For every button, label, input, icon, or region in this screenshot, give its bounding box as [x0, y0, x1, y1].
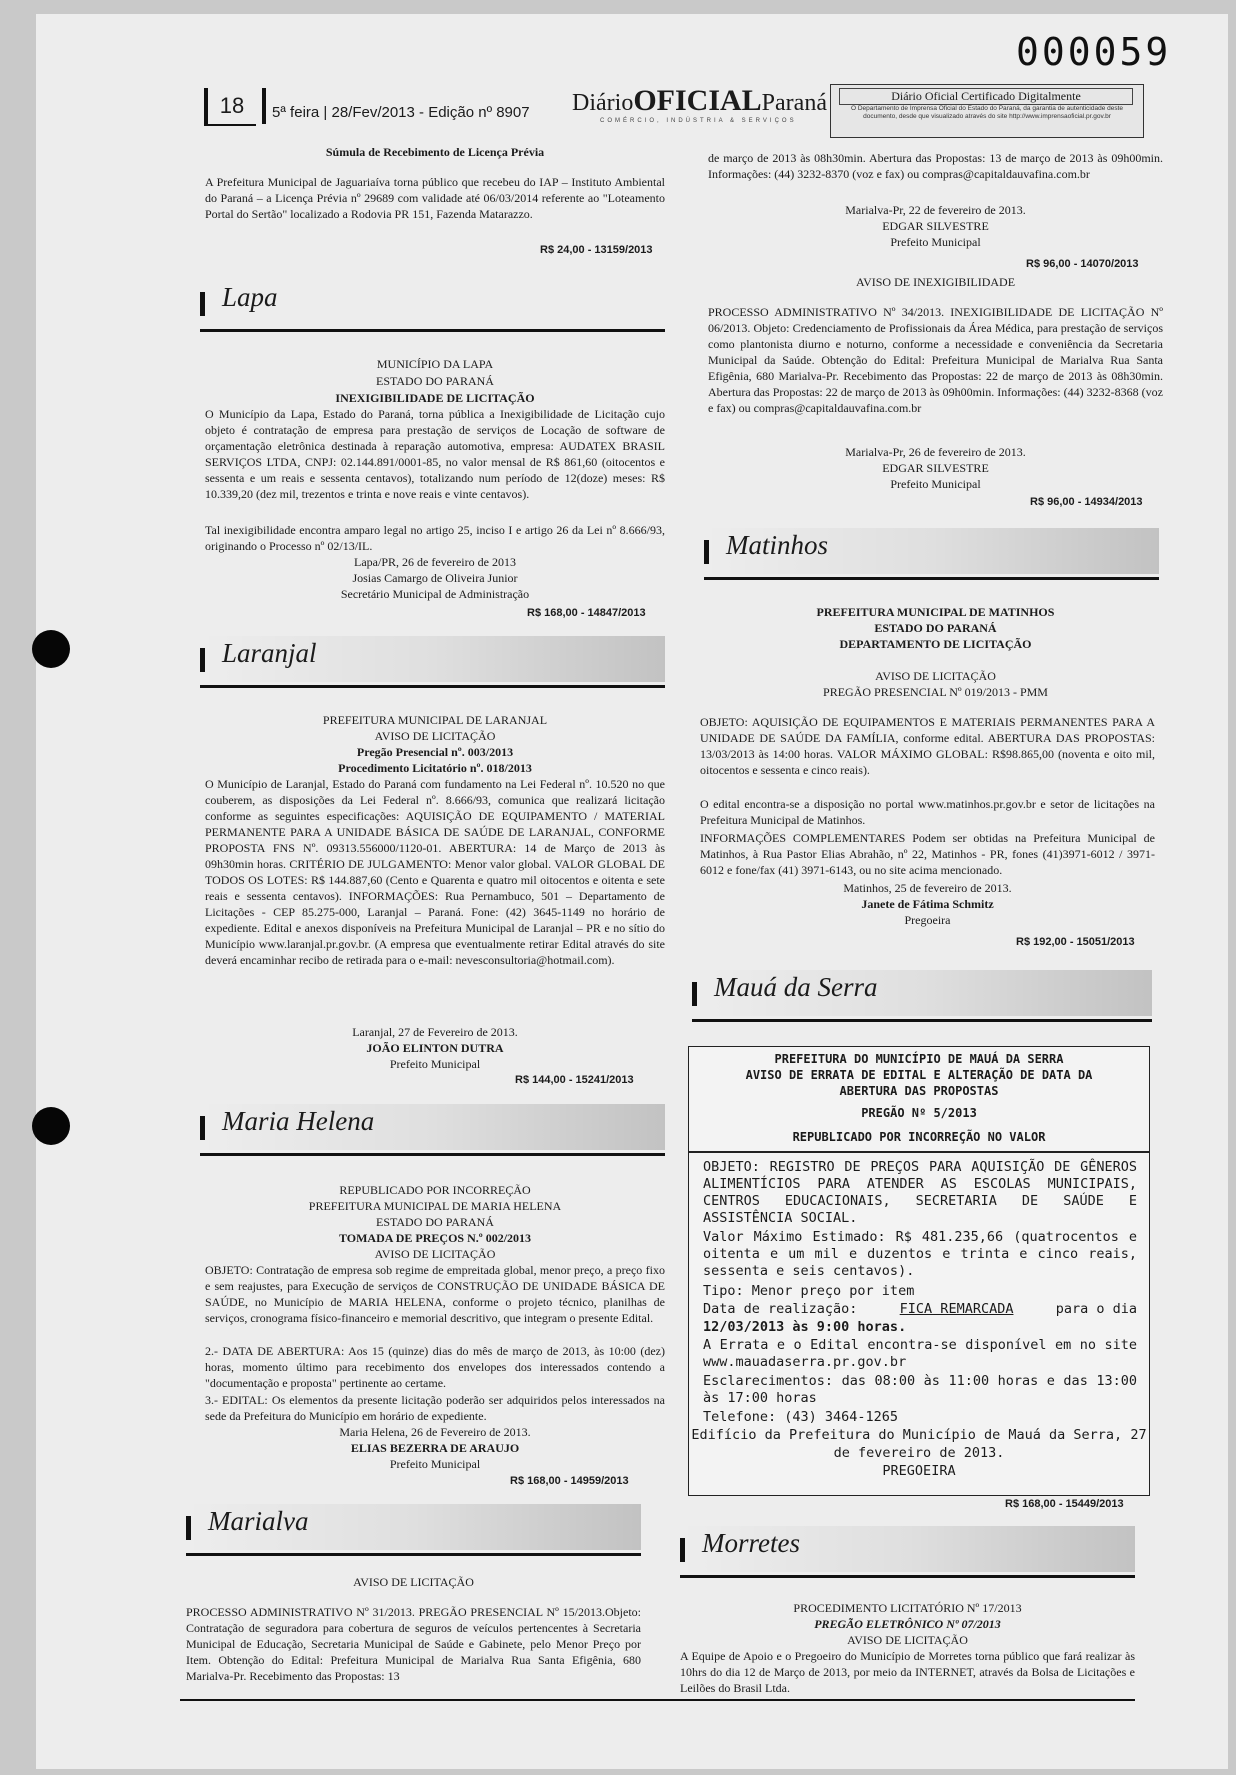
section-title: Maria Helena	[222, 1106, 375, 1136]
matinhos-price: R$ 192,00 - 15051/2013	[1016, 936, 1135, 948]
maua-sign-role: PREGOEIRA	[882, 1463, 956, 1479]
marialva-heading: AVISO DE LICITAÇÃO	[353, 1575, 474, 1589]
matinhos-heading-3: DEPARTAMENTO DE LICITAÇÃO	[839, 637, 1032, 651]
laranjal-body: O Município de Laranjal, Estado do Paraná com fundamento na Lei Federal nº. 10.520 no que couberem, as disposições da Lei Federal nº. 8.666/93, comunica que realizará licitação conforme as seguintes especificações: AQUISIÇÃO DE EQUIPAMENTO / MATERIAL PERMANENTE PARA A UNIDADE BÁSICA DE SAÚDE DE LARANJAL, CONFORME PROPOSTA FNS Nº. 09313.556000/1120-01. ABERTURA: 14 de Março de 2013 às 09h30min horas. CRITÉRIO DE JULGAMENTO: Menor valor global. VALOR GLOBAL DE TODOS OS LOTES: R$ 144.887,60 (Cento e Quarenta e quatro mil oitocentos e oitenta e sete reais e sessenta centavos). INFORMAÇÕES: Rua Pernambuco, 501 – Departamento de Licitações - CEP 85.275-000, Laranjal – Paraná. Fone: (42) 3645-1149 no horário de expediente. Edital e anexos disponíveis na Prefeitura Municipal de Laranjal – PR e no sítio do Município www.laranjal.pr.gov.br. (A empresa que eventualmente retirar Edital através do site deverá encaminhar recibo de retirada para o e-mail: nevesconsultoria@hotmail.com).	[205, 777, 665, 967]
matinhos-body-3: INFORMAÇÕES COMPLEMENTARES Podem ser obtidas na Prefeitura Municipal de Matinhos, à Rua Pastor Elias Abrahão, nº 22, Matinhos - PR, fones (41)3971-6012 / 3971-6012 e fone/fax (41) 3971-6143, ou no site acima mencionado.	[700, 831, 1155, 877]
maua-heading-5: REPUBLICADO POR INCORREÇÃO NO VALOR	[792, 1130, 1046, 1144]
section-morretes	[680, 1526, 1135, 1572]
maua-date-label	[703, 1301, 1137, 1318]
maua-type: Tipo: Menor preço por item	[703, 1283, 915, 1299]
maria-helena-heading-4: TOMADA DE PREÇOS N.º 002/2013	[338, 1231, 532, 1245]
marialva-cont-price: R$ 96,00 - 14070/2013	[1026, 258, 1139, 270]
maria-helena-heading-3: ESTADO DO PARANÁ	[376, 1215, 494, 1229]
laranjal-heading-1: PREFEITURA MUNICIPAL DE LARANJAL	[322, 713, 548, 727]
maria-helena-heading-2: PREFEITURA MUNICIPAL DE MARIA HELENA	[308, 1199, 562, 1213]
marialva-inex-sign-place: Marialva-Pr, 26 de fevereiro de 2013.	[845, 445, 1026, 459]
maria-helena-body-2: 2.- DATA DE ABERTURA: Aos 15 (quinze) dias do mês de março de 2013, às 10:00 (dez) horas, momento último para recebimento dos envelopes dos interessados contendo a "documentação e proposta" pertinente ao certame.	[205, 1344, 665, 1390]
maua-sign-place: Edifício da Prefeitura do Município de Mauá da Serra, 27	[691, 1427, 1147, 1443]
sumula-body: A Prefeitura Municipal de Jaguariaíva torna público que recebeu do IAP – Instituto Ambiental do Paraná – a Licença Prévia nº 29689 com validade até 06/03/2014 referente ao "Loteamento Portal do Sertão" localizado a Rodovia PR 151, Fazenda Matarazzo.	[205, 175, 665, 221]
section-title: Laranjal	[222, 638, 317, 668]
punch-hole-bottom	[32, 1107, 70, 1145]
maua-date-suffix: para o dia	[1055, 1301, 1137, 1317]
section-laranjal	[200, 636, 665, 682]
matinhos-heading-1: PREFEITURA MUNICIPAL DE MATINHOS	[816, 605, 1055, 619]
laranjal-price: R$ 144,00 - 15241/2013	[515, 1074, 634, 1086]
lapa-body-2: Tal inexigibilidade encontra amparo legal no artigo 25, inciso I e artigo 26 da Lei nº 8.666/93, originando o Processo nº 02/13/IL.	[205, 523, 665, 553]
lapa-price: R$ 168,00 - 14847/2013	[527, 607, 646, 619]
stamp-number: 000059	[1016, 30, 1172, 74]
maua-heading-2: AVISO DE ERRATA DE EDITAL E ALTERAÇÃO DE DATA DA	[745, 1068, 1093, 1082]
maua-date-remarked: FICA REMARCADA	[899, 1301, 1014, 1317]
section-rule	[186, 1553, 641, 1556]
digital-certificate-box	[830, 84, 1144, 138]
matinhos-heading-5: PREGÃO PRESENCIAL Nº 019/2013 - PMM	[823, 685, 1048, 699]
header-date-edition: 5ª feira | 28/Fev/2013 - Edição nº 8907	[272, 104, 530, 121]
section-title: Matinhos	[726, 530, 829, 560]
maria-helena-sign-name: ELIAS BEZERRA DE ARAUJO	[350, 1441, 520, 1455]
maua-price: R$ 168,00 - 15449/2013	[1005, 1498, 1124, 1510]
maua-date-value: 12/03/2013 às 9:00 horas.	[703, 1319, 907, 1335]
section-rule	[680, 1575, 1135, 1578]
section-maria-helena	[200, 1104, 665, 1150]
logo-subtitle: COMÉRCIO, INDÚSTRIA & SERVIÇOS	[600, 118, 797, 124]
matinhos-heading-2: ESTADO DO PARANÁ	[874, 621, 997, 635]
header-divider	[262, 88, 266, 124]
laranjal-heading-4: Procedimento Licitatório nº. 018/2013	[338, 761, 532, 775]
laranjal-sign-role: Prefeito Municipal	[389, 1057, 481, 1071]
maua-header-box	[688, 1046, 1150, 1152]
marialva-inex-body: PROCESSO ADMINISTRATIVO Nº 34/2013. INEXIGIBILIDADE DE LICITAÇÃO Nº 06/2013. Objeto: Credenciamento de Profissionais da Área Médica, para prestação de serviços como plantonista diurno e noturno, conforme a necessidade e conveniência da Secretaria Municipal da Saúde. Obtenção do Edital: Prefeitura Municipal de Marialva Rua Santa Efigênia, 680 Marialva-Pr. Recebimento das Propostas: 22 de março de 2013 às 08h30min. Abertura das Propostas: 22 de março de 2013 às 09h00min. Informações: (44) 3232-8368 (voz e fax) ou compras@capitaldauvafina.com.br	[708, 305, 1163, 415]
maria-helena-sign-role: Prefeito Municipal	[389, 1457, 481, 1471]
maria-helena-body-3: 3.- EDITAL: Os elementos da presente licitação poderão ser adquiridos pelos interessados na sede da Prefeitura do Município em horário de expediente.	[205, 1393, 665, 1423]
diario-oficial-logo: DiárioOFICIALParaná	[572, 84, 827, 117]
matinhos-body-2: O edital encontra-se a disposição no portal www.matinhos.pr.gov.br e setor de licitações na Prefeitura Municipal de Matinhos.	[700, 797, 1155, 827]
section-marker	[680, 1538, 685, 1562]
matinhos-sign-name: Janete de Fátima Schmitz	[861, 897, 994, 911]
maua-body-4: Esclarecimentos: das 08:00 às 11:00 horas e das 13:00 às 17:00 horas	[703, 1373, 1137, 1406]
matinhos-body: OBJETO: AQUISIÇÃO DE EQUIPAMENTOS E MATERIAIS PERMANENTES PARA A UNIDADE DE SAÚDE DA FAMÍLIA, conforme edital. ABERTURA DAS PROPOSTAS: 13/03/2013 às 14:00 horas. VALOR MÁXIMO GLOBAL: R$98.865,00 (noventa e oito mil, oitocentos e sessenta e cinco reais).	[700, 715, 1155, 777]
section-title: Marialva	[208, 1506, 309, 1536]
lapa-heading-3: INEXIGIBILIDADE DE LICITAÇÃO	[335, 391, 535, 405]
maua-body: OBJETO: REGISTRO DE PREÇOS PARA AQUISIÇÃO DE GÊNEROS ALIMENTÍCIOS PARA ATENDER AS ESCOLAS MUNICIPAIS, CENTROS EDUCACIONAIS, SECRETARIA DE SAÚDE E ASSISTÊNCIA SOCIAL.	[703, 1159, 1137, 1226]
section-marker	[186, 1516, 191, 1540]
maria-helena-sign-place: Maria Helena, 26 de Fevereiro de 2013.	[339, 1425, 531, 1439]
maua-phone: Telefone: (43) 3464-1265	[703, 1409, 899, 1425]
marialva-cont-sign-name: EDGAR SILVESTRE	[882, 219, 989, 233]
punch-hole-top	[32, 630, 70, 668]
morretes-heading-1: PROCEDIMENTO LICITATÓRIO Nº 17/2013	[793, 1601, 1022, 1615]
morretes-body: A Equipe de Apoio e o Pregoeiro do Município de Morretes torna público que fará realizar às 10hrs do dia 12 de Março de 2013, por meio da INTERNET, através da Bolsa de Licitações e Leilões do Brasil Ltda.	[680, 1649, 1135, 1695]
maua-body-2: Valor Máximo Estimado: R$ 481.235,66 (quatrocentos e oitenta e um mil e duzentos e trinta e cinco reais, sessenta e seis centavos).	[703, 1229, 1137, 1279]
section-rule	[200, 1153, 665, 1156]
maua-heading-1: PREFEITURA DO MUNICÍPIO DE MAUÁ DA SERRA	[774, 1052, 1064, 1066]
maua-heading-4: PREGÃO Nº 5/2013	[861, 1106, 977, 1120]
section-rule	[692, 1019, 1152, 1022]
lapa-sign-place: Lapa/PR, 26 de fevereiro de 2013	[354, 555, 516, 569]
section-matinhos	[704, 528, 1159, 574]
matinhos-heading-4: AVISO DE LICITAÇÃO	[875, 669, 996, 683]
section-title: Morretes	[702, 1528, 800, 1558]
section-rule	[704, 577, 1159, 580]
lapa-body: O Município da Lapa, Estado do Paraná, torna pública a Inexigibilidade de Licitação cujo objeto é contratação de empresa para prestação de serviços de Locação de software de orçamentação eletrônica destinada à reparação automotiva, empresa: AUDATEX BRASIL SERVIÇOS LTDA, CNPJ: 02.144.891/0001-85, no valor mensal de R$ 861,60 (oitocentos e sessenta e um reais e sessenta centavos), totalizando num período de 12(doze) meses: R$ 10.339,20 (dez mil, trezentos e trinta e nove reais e vinte centavos).	[205, 407, 665, 501]
marialva-inex-price: R$ 96,00 - 14934/2013	[1030, 496, 1143, 508]
maria-helena-heading-5: AVISO DE LICITAÇÃO	[374, 1247, 496, 1261]
sumula-price: R$ 24,00 - 13159/2013	[540, 244, 653, 256]
morretes-heading-3: AVISO DE LICITAÇÃO	[847, 1633, 968, 1647]
marialva-inex-sign-name: EDGAR SILVESTRE	[882, 461, 989, 475]
matinhos-sign-role: Pregoeira	[904, 913, 951, 927]
lapa-heading-2: ESTADO DO PARANÁ	[376, 374, 494, 388]
certificate-title: Diário Oficial Certificado Digitalmente	[839, 88, 1133, 105]
maua-body-3: A Errata e o Edital encontra-se disponível em no site www.mauadaserra.pr.gov.br	[703, 1337, 1137, 1370]
maua-date-prefix: Data de realização:	[703, 1301, 858, 1317]
lapa-heading-1: MUNICÍPIO DA LAPA	[376, 357, 494, 371]
section-marker	[200, 292, 205, 316]
section-marker	[200, 648, 205, 672]
laranjal-sign-place: Laranjal, 27 de Fevereiro de 2013.	[352, 1025, 518, 1039]
certificate-text: O Departamento de Imprensa Oficial do Estado do Paraná, da garantia de autenticidade deste documento, desde que visualizado através do site http://www.imprensaoficial.pr.gov.br	[850, 105, 1124, 120]
section-marker	[200, 1116, 205, 1140]
marialva-cont-sign-role: Prefeito Municipal	[890, 235, 981, 249]
laranjal-heading-2: AVISO DE LICITAÇÃO	[374, 729, 496, 743]
section-marialva	[186, 1504, 641, 1550]
section-maua-da-serra	[692, 970, 1152, 1016]
bottom-rule	[180, 1699, 1135, 1701]
sumula-title: Súmula de Recebimento de Licença Prévia	[325, 145, 545, 159]
section-title: Lapa	[222, 282, 278, 312]
section-marker	[692, 982, 697, 1006]
lapa-sign-name: Josias Camargo de Oliveira Junior	[352, 571, 518, 585]
section-rule	[200, 685, 665, 688]
lapa-sign-role: Secretário Municipal de Administração	[340, 587, 530, 601]
marialva-inex-heading: AVISO DE INEXIGIBILIDADE	[855, 275, 1016, 289]
matinhos-sign-place: Matinhos, 25 de fevereiro de 2013.	[843, 881, 1012, 895]
marialva-cont-body: de março de 2013 às 08h30min. Abertura das Propostas: 13 de março de 2013 às 09h00min. Informações: (44) 3232-8370 (voz e fax) ou compras@capitaldauvafina.com.br	[708, 151, 1163, 181]
maria-helena-body: OBJETO: Contratação de empresa sob regime de empreitada global, menor preço, a preço fixo e sem reajustes, para Execução de serviços de CONSTRUÇÃO DE UNIDADE BÁSICA DE SAÚDE, no Município de MARIA HELENA, conforme o projeto técnico, planilhas de serviços, cronograma físico-financeiro e memorial descritivo, que integram o presente Edital.	[205, 1263, 665, 1325]
marialva-inex-sign-role: Prefeito Municipal	[890, 477, 981, 491]
section-lapa	[200, 280, 665, 326]
laranjal-heading-3: Pregão Presencial nº. 003/2013	[356, 745, 514, 759]
maua-sign-date: de fevereiro de 2013.	[833, 1445, 1005, 1461]
marialva-cont-sign-place: Marialva-Pr, 22 de fevereiro de 2013.	[845, 203, 1026, 217]
section-title: Mauá da Serra	[714, 972, 878, 1002]
maua-body-box	[688, 1152, 1150, 1496]
morretes-heading-2: PREGÃO ELETRÔNICO Nº 07/2013	[814, 1617, 1001, 1631]
laranjal-sign-name: JOÃO ELINTON DUTRA	[366, 1041, 504, 1055]
section-marker	[704, 540, 709, 564]
section-rule	[200, 329, 665, 332]
maria-helena-price: R$ 168,00 - 14959/2013	[510, 1475, 629, 1487]
page-number: 18	[204, 88, 256, 126]
maria-helena-heading-1: REPUBLICADO POR INCORREÇÃO	[339, 1183, 531, 1197]
marialva-body: PROCESSO ADMINISTRATIVO Nº 31/2013. PREGÃO PRESENCIAL Nº 15/2013.Objeto: Contratação de seguradora para cobertura de seguros de veículos pertencentes à Secretaria Municipal de Educação, Secretaria Municipal de Saúde e Gabinete, pelo Menor Preço por Item. Obtenção do Edital: Prefeitura Municipal de Marialva Rua Santa Efigênia, 680 Marialva-Pr. Recebimento das Propostas: 13	[186, 1605, 641, 1683]
maua-heading-3: ABERTURA DAS PROPOSTAS	[839, 1084, 999, 1098]
